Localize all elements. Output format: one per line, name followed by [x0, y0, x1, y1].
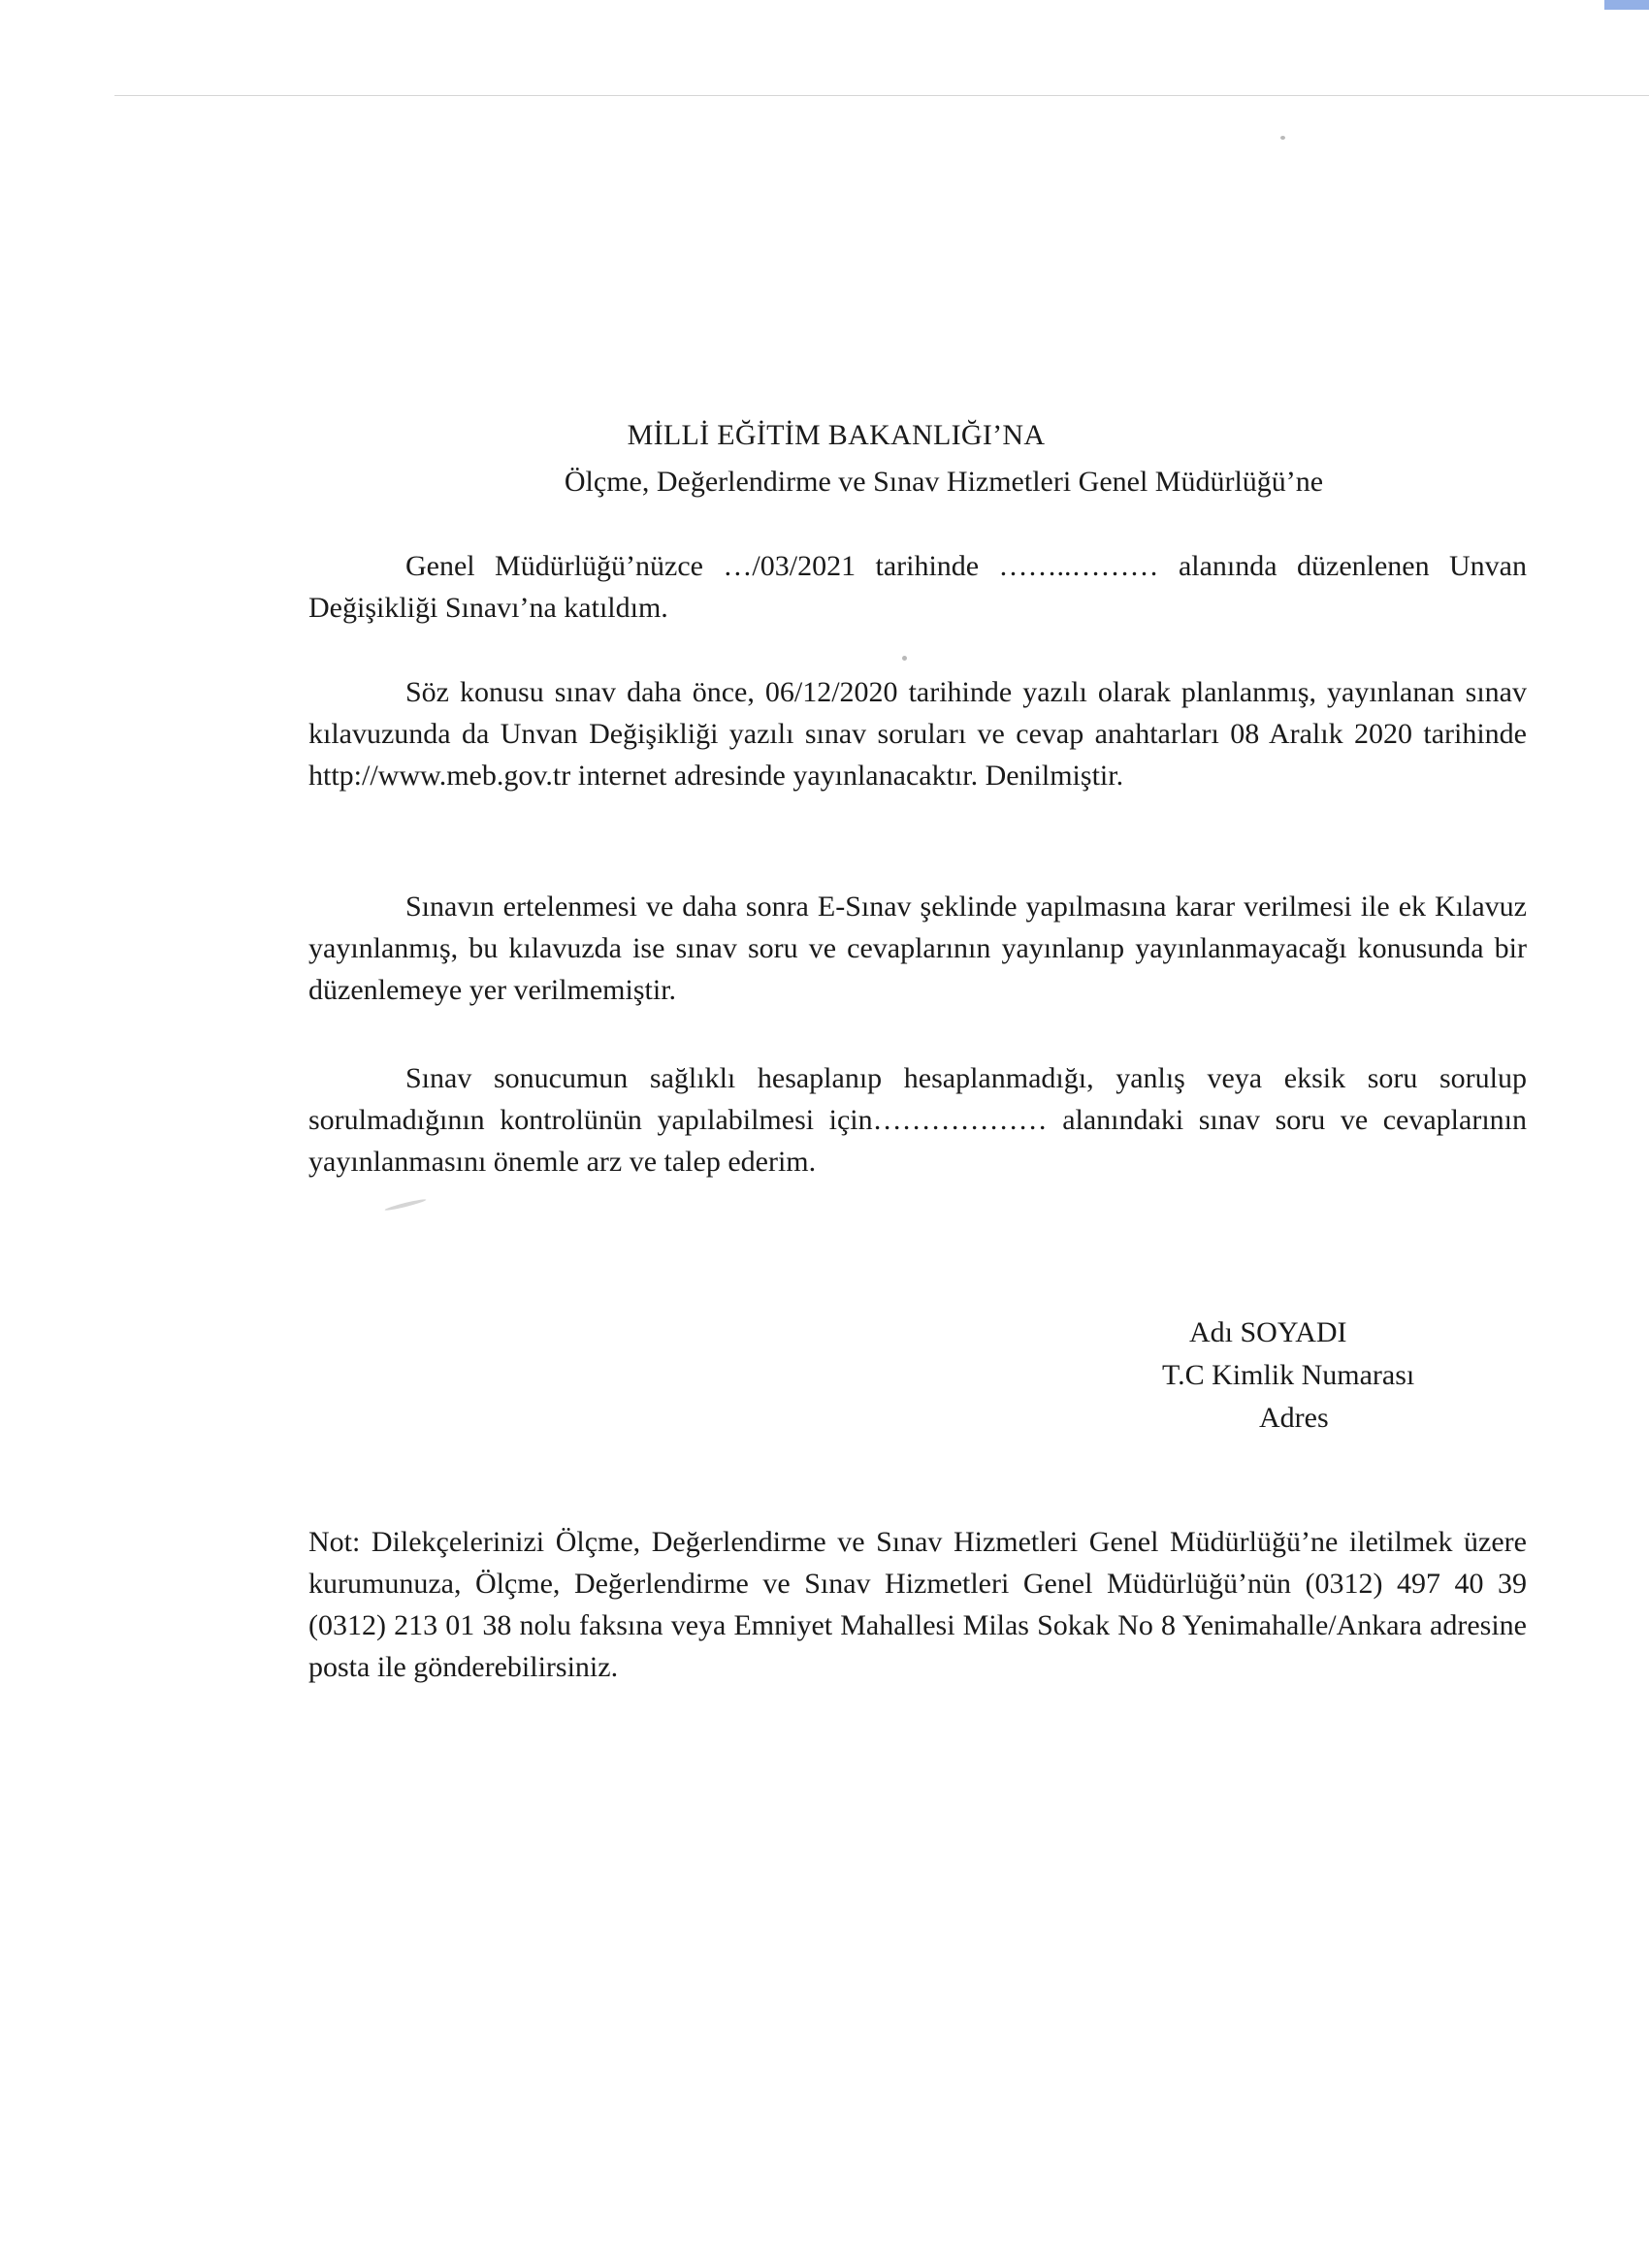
note-block	[308, 1521, 1527, 1688]
signature-address: Adres	[1259, 1402, 1329, 1434]
signature-block	[1145, 1312, 1494, 1440]
signature-name: Adı SOYADI	[1189, 1316, 1347, 1348]
note-text: Not: Dilekçelerinizi Ölçme, Değerlendirme ve Sınav Hizmetleri Genel Müdürlüğü’ne iletilmek üzere kurumunuza, Ölçme, Değerlendirme ve Sınav Hizmetleri Genel Müdürlüğü’nün (0312) 497 40 39 (0312) 213 01 38 nolu faksına veya Emniyet Mahallesi Milas Sokak No 8 Yenimahalle/Ankara adresine posta ile gönderebilirsiniz.	[308, 1526, 1527, 1683]
addressee-block	[0, 412, 1649, 505]
scan-speck	[902, 656, 907, 661]
scan-speck	[1280, 136, 1285, 140]
scan-speck	[384, 1198, 427, 1213]
addressee-ministry: MİLLİ EĞİTİM BAKANLIĞI’NA	[627, 419, 1046, 451]
paragraph-exam-postponement	[308, 886, 1527, 1011]
paragraph-exam-participation	[308, 545, 1527, 629]
paragraph-exam-announcement	[308, 671, 1527, 796]
paragraph-text: Söz konusu sınav daha önce, 06/12/2020 tarihinde yazılı olarak planlanmış, yayınlanan sınav kılavuzunda da Unvan Değişikliği yazılı sınav soruları ve cevap anahtarları 08 Aralık 2020 tarihinde http://www.meb.gov.tr internet adresinde yayınlanacaktır. Denilmiştir.	[308, 676, 1527, 792]
paragraph-text: Sınav sonucumun sağlıklı hesaplanıp hesaplanmadığı, yanlış veya eksik soru sorulup sorulmadığının kontrolünün yapılabilmesi için……………… alanındaki sınav soru ve cevaplarının yayınlanmasını önemle arz ve talep ederim.	[308, 1062, 1527, 1178]
signature-id-number: T.C Kimlik Numarası	[1162, 1359, 1415, 1391]
scan-edge-line	[114, 95, 1649, 96]
paragraph-request	[308, 1057, 1527, 1183]
paragraph-text: Sınavın ertelenmesi ve daha sonra E-Sınav şeklinde yapılmasına karar verilmesi ile ek Kılavuz yayınlanmış, bu kılavuzda ise sınav soru ve cevaplarının yayınlanıp yayınlanmayacağı konusunda bir düzenlemeye yer verilmemiştir.	[308, 891, 1527, 1006]
addressee-directorate: Ölçme, Değerlendirme ve Sınav Hizmetleri Genel Müdürlüğü’ne	[564, 466, 1324, 498]
paragraph-text: Genel Müdürlüğü’nüzce …/03/2021 tarihinde ……..……… alanında düzenlenen Unvan Değişikliği Sınavı’na katıldım.	[308, 550, 1527, 624]
scan-edge-mark	[1604, 0, 1649, 10]
